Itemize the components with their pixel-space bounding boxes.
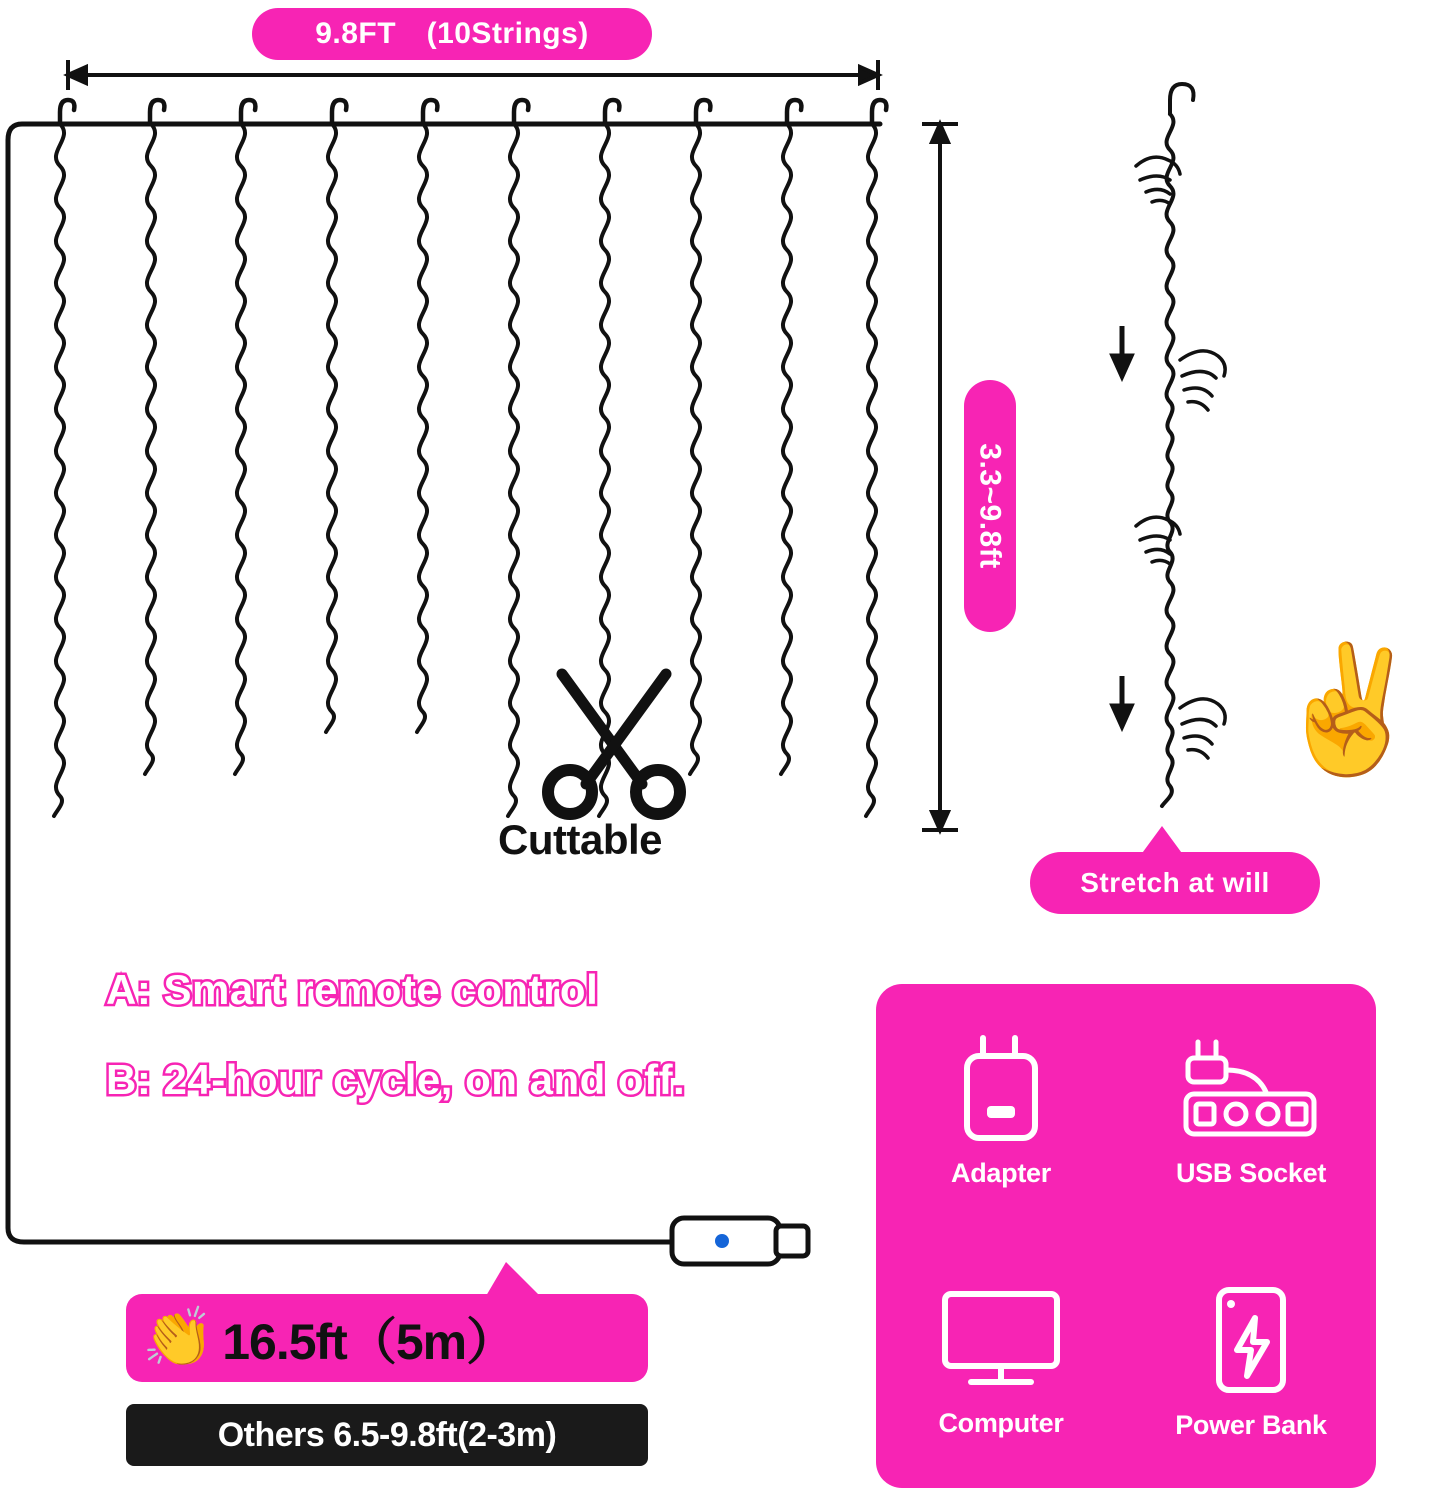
callout-tail <box>1140 826 1184 856</box>
arrow-down-icon <box>1113 326 1131 726</box>
scissors-icon <box>534 662 694 822</box>
power-source-power-bank <box>1126 1236 1376 1488</box>
light-strands <box>54 124 876 816</box>
stretch-callout <box>1030 852 1320 914</box>
others-length-label: Others 6.5-9.8ft(2-3m) <box>126 1404 648 1466</box>
feature-line-a: A: Smart remote control <box>106 966 599 1013</box>
power-sources-panel <box>876 984 1376 1488</box>
power-source-computer <box>876 1236 1126 1488</box>
stretch-text: Stretch at will <box>1080 867 1270 898</box>
usb-socket-strip-icon <box>1176 1032 1326 1144</box>
feature-line-b: B: 24-hour cycle, on and off. <box>106 1056 686 1103</box>
drop-height-label <box>964 380 1016 632</box>
power-source-label: Power Bank <box>1175 1409 1327 1440</box>
usb-plug-icon <box>672 1218 808 1264</box>
power-source-label: Adapter <box>951 1157 1051 1188</box>
computer-monitor-icon <box>937 1286 1065 1394</box>
cable-length-text: 16.5ft（5m） <box>222 1314 516 1370</box>
cuttable-label: Cuttable <box>498 816 662 863</box>
drop-height-text: 3.3~9.8ft <box>974 443 1008 569</box>
power-source-adapter <box>876 984 1126 1236</box>
callout-tail <box>486 1262 540 1296</box>
hooks <box>60 100 886 124</box>
peace-hand-emoji: ✌️ <box>1272 641 1427 779</box>
width-dimension-arrow <box>68 60 878 90</box>
height-dimension-arrow <box>922 124 958 830</box>
power-source-label: Computer <box>938 1407 1064 1438</box>
cable-length-callout <box>126 1294 648 1382</box>
power-source-label: USB Socket <box>1175 1157 1327 1188</box>
top-width-label: 9.8FT (10Strings) <box>252 8 652 60</box>
power-adapter-icon <box>953 1032 1049 1144</box>
power-bank-icon <box>1203 1284 1299 1396</box>
clap-hand-emoji: 👏 <box>142 1305 215 1370</box>
power-source-usb-socket <box>1126 984 1376 1236</box>
